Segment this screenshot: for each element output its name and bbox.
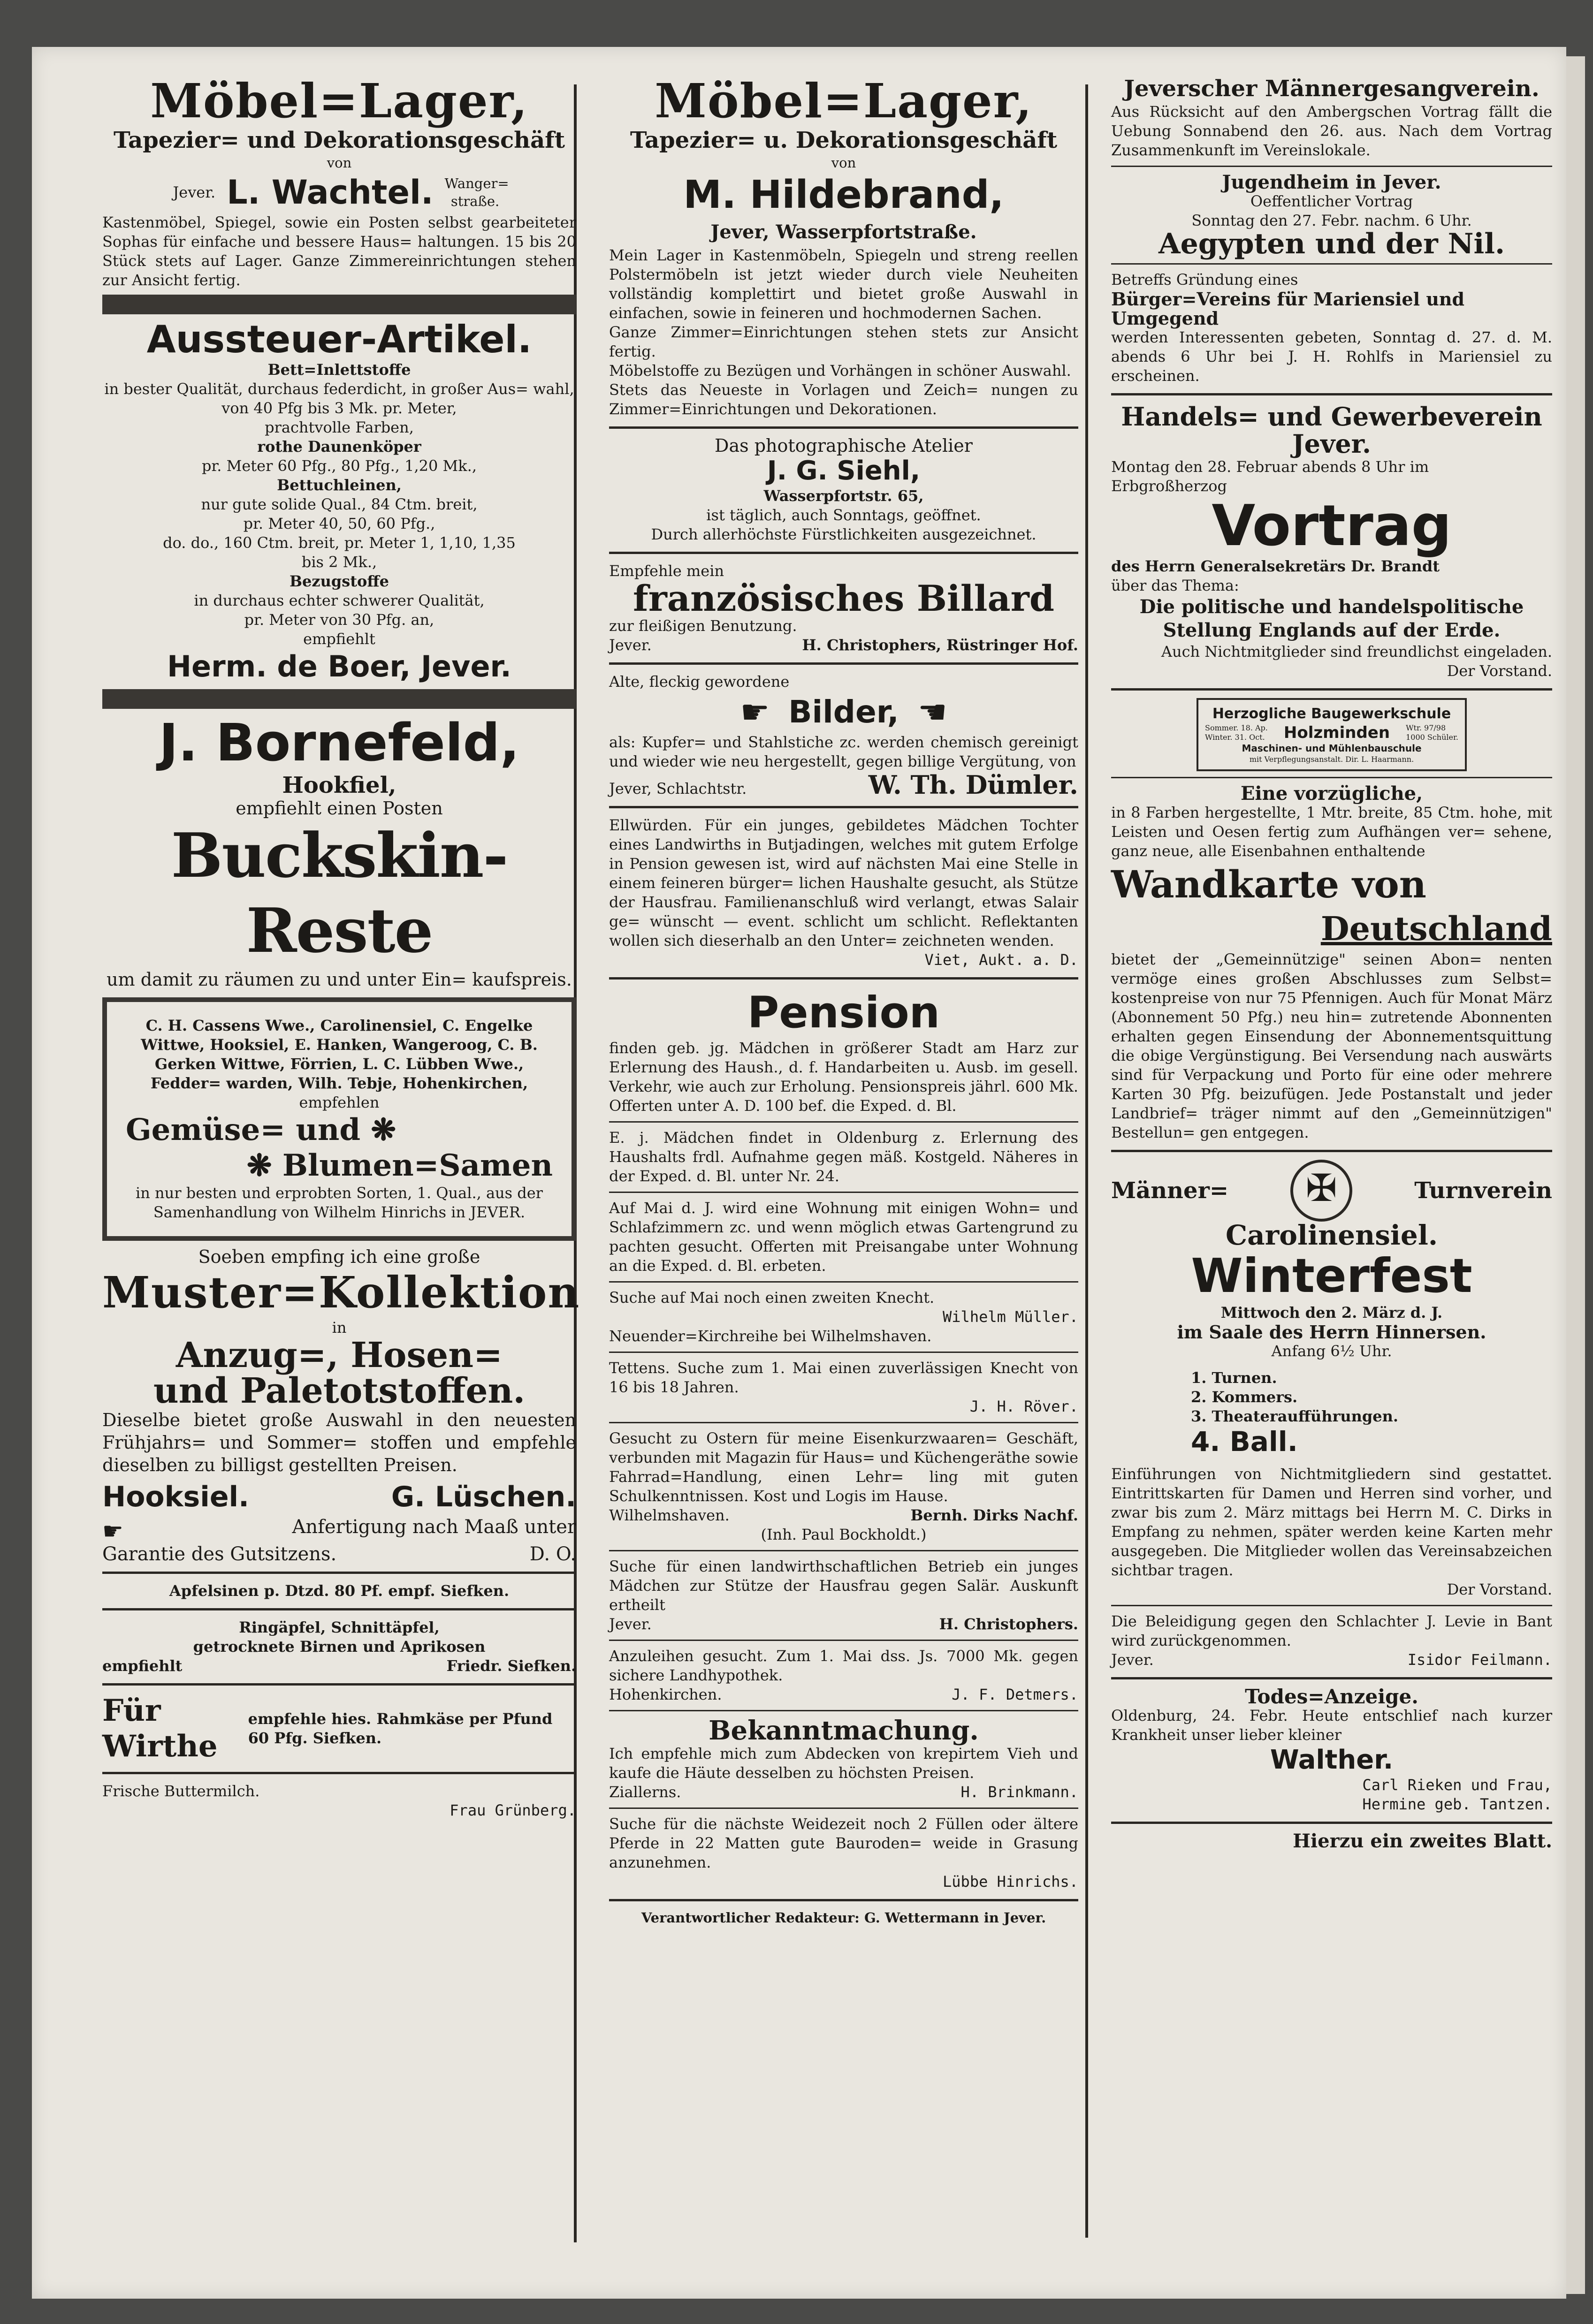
ad-name: J. G. Siehl, (767, 456, 921, 486)
ad-line: in bester Qualität, durchaus federdicht, in großer Aus= wahl, von 40 Pfg bis 3 Mk. pr. Meter, (104, 380, 574, 417)
ad-wirthe (102, 1693, 576, 1764)
ad-jugendheim (1111, 173, 1552, 258)
ad-name-row (102, 172, 576, 213)
ad-maennergesangverein (1111, 75, 1552, 160)
divider (609, 426, 1078, 429)
ad-text: in nur besten und erprobten Sorten, 1. Qual., aus der Samenhandlung von Wilhelm Hinrichs in JEVER. (136, 1184, 543, 1221)
ad-name: Walther. (1270, 1745, 1394, 1775)
ad-signature: Der Vorstand. (1447, 1580, 1552, 1598)
ad-signature: Wilhelm Müller. (943, 1308, 1078, 1326)
ad-line: Das photographische Atelier (715, 435, 973, 456)
ad-headline: Buckskin-Reste (171, 820, 508, 966)
ad-sign-row (1111, 1650, 1552, 1670)
ad-line: Maschinen- und Mühlenbauschule (1242, 743, 1422, 754)
ad-line: Suche auf Mai noch einen zweiten Knecht. (609, 1289, 935, 1306)
ad-line: Ringäpfel, Schnittäpfel, (239, 1618, 440, 1636)
ad-name: G. Lüschen. (391, 1481, 576, 1513)
ad-line: empfiehlt einen Posten (236, 798, 443, 819)
ad-text: Suche für einen landwirthschaftlichen Betrieb ein junges Mädchen zur Stütze der Hausfrau gegen Salär. Auskunft ertheilt (609, 1557, 1078, 1614)
ad-text: Tettens. Suche zum 1. Mai einen zuverlässigen Knecht von 16 bis 18 Jahren. (609, 1359, 1078, 1396)
ad-bekanntmachung (609, 1717, 1078, 1802)
ad-siehl (609, 436, 1078, 544)
ad-wohnung: Auf Mai d. J. wird eine Wohnung mit einigen Wohn= und Schlafzimmern zc. und wenn möglich etwas Gartengrund zu pachten gesucht. Offerten mit Preisangabe unter Wohnung an die Exped. d. Bl. erbeten. (609, 1199, 1078, 1275)
ad-headline: Stellung Englands auf der Erde. (1163, 619, 1501, 641)
ad-sign-row (609, 1685, 1078, 1704)
ad-line: empfiehlt (303, 630, 375, 648)
ad-text: Aus Rücksicht auf den Ambergschen Vortrag fällt die Uebung Sonnabend den 26. aus. Nach dem Vortrag Zusammenkunft im Vereinslokale. (1111, 103, 1552, 159)
divider (609, 1550, 1078, 1551)
divider (1111, 688, 1552, 691)
program-item: 1. Turnen. (1191, 1369, 1277, 1387)
ad-signature: J. F. Detmers. (952, 1686, 1078, 1703)
turnverein-emblem-icon (1290, 1160, 1352, 1222)
divider (609, 1352, 1078, 1353)
ad-detmers (609, 1647, 1078, 1704)
ad-line: bis 2 Mk., (301, 553, 377, 571)
ad-signature: H. Christophers. (939, 1615, 1078, 1633)
divider (1111, 1605, 1552, 1606)
ad-text: Ich empfehle mich zum Abdecken von krepirtem Vieh und kaufe die Häute desselben zu höchsten Preisen. (609, 1745, 1078, 1782)
ad-line: Mittwoch den 2. März d. J. (1220, 1304, 1443, 1321)
ad-line: Wtr. 97/98 (1406, 723, 1446, 732)
ad-signature: Herm. de Boer, Jever. (167, 649, 511, 684)
ad-title: Eine vorzügliche, (1240, 782, 1423, 805)
ad-headline: Die politische und handelspolitische (1139, 596, 1524, 618)
page-edge (1566, 56, 1585, 2294)
ad-text: Ganze Zimmer=Einrichtungen stehen stets zur Ansicht fertig. (609, 323, 1078, 360)
ad-text: als: Kupfer= und Stahlstiche zc. werden chemisch gereinigt und wieder wie neu hergestellt, gegen billige Vergütung, von (609, 733, 1078, 770)
ad-signature: Isidor Feilmann. (1407, 1651, 1552, 1669)
ad-title: Herzogliche Baugewerkschule (1212, 706, 1451, 722)
program-item: 3. Theateraufführungen. (1191, 1407, 1399, 1425)
ad-line: pr. Meter 60 Pfg., 80 Pfg., 1,20 Mk., (201, 457, 477, 475)
ad-headline: Anzug=, Hosen= (175, 1335, 503, 1375)
column-3 (1111, 75, 1552, 1851)
ad-text: Die Beleidigung gegen den Schlachter J. Levie in Bant wird zurückgenommen. (1111, 1612, 1552, 1649)
ad-headline: Bilder, (788, 694, 899, 730)
ad-line: in (332, 1319, 347, 1337)
pointing-hand-icon: ☛ (102, 1518, 123, 1545)
ad-moebel-hildebrand (609, 75, 1078, 419)
ad-headline: und Paletotstoffen. (153, 1371, 526, 1411)
ad-signature: H. Christophers, Rüstringer Hof. (802, 636, 1078, 654)
ad-title: Bekanntmachung. (709, 1715, 979, 1746)
program-list (1111, 1368, 1552, 1457)
ad-place: Hookfiel, (282, 772, 396, 798)
ad-text: Stets das Neueste in Vorlagen und Zeich= nungen zu Zimmer=Einrichtungen und Dekorationen. (609, 381, 1078, 418)
column-1 (102, 73, 580, 1820)
ad-place: Carolinensiel. (1225, 1219, 1438, 1251)
divider (609, 977, 1078, 980)
divider (102, 1608, 576, 1610)
ad-sign-row (609, 636, 1078, 655)
ad-headline: französisches Billard (633, 577, 1054, 619)
ad-text: Kastenmöbel, Spiegel, sowie ein Posten selbst gearbeiteter Sophas für einfache und bessere Haus= haltungen. 15 bis 20 Stück stets auf Lager. Ganze Zimmereinrichtungen stehen zur Ansicht fertig. (102, 213, 576, 289)
ad-line: Oeffentlicher Vortrag (1250, 192, 1413, 210)
ad-signature: Der Vorstand. (1447, 662, 1552, 680)
ad-signature: Lübbe Hinrichs. (943, 1873, 1078, 1891)
ad-oldenburg: E. j. Mädchen findet in Oldenburg z. Erlernung des Haushalts frdl. Aufnahme gegen mäß. Kostgeld. Näheres in der Exped. d. Bl. unter Nr. 24. (609, 1129, 1078, 1185)
ad-line: rothe Daunenköper (257, 438, 421, 456)
ad-line: do. do., 160 Ctm. breit, pr. Meter 1, 1,10, 1,35 (163, 534, 516, 552)
ad-title: Todes=Anzeige. (1245, 1685, 1418, 1708)
ad-line: Alte, fleckig gewordene (609, 673, 790, 691)
ad-signature: Frau Grünberg. (450, 1801, 576, 1819)
ad-sign-row (609, 771, 1078, 798)
program-item: 2. Kommers. (1191, 1388, 1298, 1406)
column-rule (1085, 84, 1088, 2238)
ad-text: C. H. Cassens Wwe., Carolinensiel, C. Engelke Wittwe, Hooksiel, E. Hanken, Wangeroog, C. B. Gerken Wittwe, Förrien, L. C. Lübben Wwe., Fedder= warden, Wilh. Tebje, Hohenkirchen, (141, 1017, 538, 1092)
divider (1111, 393, 1552, 395)
ad-signature: Friedr. Siefken. (446, 1657, 576, 1675)
ad-title: Jugendheim in Jever. (1222, 171, 1441, 193)
ad-name: J. Bornefeld, (159, 713, 520, 773)
ad-headline: Für Wirthe (102, 1693, 218, 1764)
ad-headline: Winterfest (1191, 1248, 1472, 1303)
ad-text: Ellwürden. Für ein junges, gebildetes Mädchen Tochter eines Landwirths in Butjadingen, welches mit gutem Erfolge in Pension gewesen ist, wird auf nächsten Mai eine Stelle in einem feineren bürger= lichen Haushalte gesucht, als Stütze der Hausfrau. Familienanschluß wird verlangt, etwas Salair ge= wünscht — event. schlicht um schlicht. Reflektanten wollen sich dieserhalb an den Unter= zeichneten wenden. (609, 816, 1078, 949)
ad-sign-row (609, 1783, 1078, 1802)
divider (609, 552, 1078, 554)
ad-baugewerkschule (1197, 698, 1467, 771)
ad-name: L. Wachtel. (227, 173, 434, 212)
ad-headline: Aegypten und der Nil. (1159, 228, 1505, 260)
ad-subtitle: Tapezier= u. Dekorationsgeschäft (630, 127, 1058, 153)
ad-title: Handels= und Gewerbeverein (1121, 402, 1542, 432)
divider-bar (102, 689, 576, 709)
ad-line: Anfang 6½ Uhr. (1271, 1342, 1392, 1360)
ad-line: pr. Meter 40, 50, 60 Pfg., (243, 515, 435, 532)
ad-turnverein (1111, 1160, 1552, 1599)
ad-line: Bett=Inlettstoffe (267, 361, 411, 379)
ad-buttermilch: Frische Buttermilch. (102, 1782, 260, 1800)
ad-todesanzeige (1111, 1687, 1552, 1814)
ad-stats (1406, 723, 1458, 742)
ad-aussteuer (102, 319, 576, 684)
divider (609, 1121, 1078, 1123)
ad-moebel-wachtel (102, 75, 576, 290)
ad-line-row (102, 1518, 576, 1545)
ad-line: von (831, 155, 856, 171)
ad-place: Jever. (609, 636, 652, 654)
ad-tettens (609, 1359, 1078, 1416)
ad-signature: Hermine geb. Tantzen. (1362, 1795, 1552, 1813)
ad-lueschen (102, 1246, 580, 1565)
divider (609, 1710, 1078, 1711)
ad-signature: Bernh. Dirks Nachf. (910, 1506, 1078, 1524)
ad-text: bietet der „Gemeinnützige" seinen Abon= nenten vermöge eines großen Abschlusses zum Selbst= kostenpreise von nur 75 Pfennigen. Auch für Monat März (Abonnement 50 Pfg.) neu hin= zutretende Abonnenten erhalten gegen Einsendung der Abonnementsquittung die obige Vergünstigung. Bei Versendung nach auswärts sind für Verpackung und Porto für eine oder mehrere Karten 30 Pfg. beizufügen. Jede Postanstalt und jeder Landbrief= träger nimmt auf den „Gemeinnützigen" Bestellun= gen entgegen. (1111, 950, 1552, 1141)
divider (609, 1808, 1078, 1809)
ad-text: Mein Lager in Kastenmöbeln, Spiegeln und streng reellen Polstermöbeln ist jetzt wieder durch viele Neuheiten vollständig komplettirt und bietet große Auswahl in einfachen, sowie in feineren und hochmodernen Sachen. (609, 246, 1078, 322)
ad-buergerverein (1111, 270, 1552, 386)
ad-billard (609, 562, 1078, 655)
ad-row (1205, 723, 1458, 742)
ad-dates (1205, 723, 1268, 742)
ad-line: Winter. 31. Oct. (1205, 733, 1265, 742)
ad-place: Jever, Schlachtstr. (609, 780, 747, 797)
divider (609, 1192, 1078, 1193)
ad-wandkarte (1111, 784, 1552, 1142)
ad-headline: Wandkarte von (1111, 862, 1426, 906)
ad-title: Männer= (1111, 1177, 1229, 1204)
ad-bornefeld (102, 714, 576, 991)
ad-samen-box (102, 997, 576, 1241)
divider (609, 806, 1078, 808)
ad-feilmann (1111, 1612, 1552, 1670)
ad-line: Durch allerhöchste Fürstlichkeiten ausgezeichnet. (651, 525, 1037, 543)
ad-text: Möbelstoffe zu Bezügen und Vorhängen in schöner Auswahl. (609, 362, 1071, 380)
ad-text: Oldenburg, 24. Febr. Heute entschlief nach kurzer Krankheit unser lieber kleiner (1111, 1707, 1552, 1744)
pointing-hand-icon: ☛ (740, 693, 770, 731)
ad-line: Sonntag den 27. Febr. nachm. 6 Uhr. (1191, 212, 1472, 229)
ad-line: Bezugstoffe (290, 572, 389, 590)
ad-bilder (609, 672, 1078, 798)
ad-line: Sommer. 18. Ap. (1205, 723, 1268, 732)
ad-headline: Bürger=Vereins für Mariensiel und Umgegend (1111, 289, 1465, 329)
ad-text: werden Interessenten gebeten, Sonntag d. 27. d. M. abends 6 Uhr bei J. H. Rohlfs in Mariensiel zu erscheinen. (1111, 328, 1552, 385)
pointing-hand-icon: ☛ (917, 693, 947, 731)
divider (1111, 1677, 1552, 1679)
divider (102, 1572, 576, 1574)
ad-name: Holzminden (1283, 723, 1390, 742)
divider (609, 662, 1078, 665)
ad-title: Möbel=Lager, (655, 73, 1033, 129)
program-item: 4. Ball. (1191, 1426, 1298, 1458)
ad-apfelsinen: Apfelsinen p. Dtzd. 80 Pf. empf. Siefken. (169, 1582, 510, 1600)
ad-line: Empfehle mein (609, 562, 724, 580)
divider (1111, 1150, 1552, 1152)
ad-signature: H. Brinkmann. (960, 1783, 1078, 1801)
ad-line: des Herrn Generalsekretärs Dr. Brandt (1111, 557, 1440, 575)
ad-handelsverein (1111, 403, 1552, 681)
ad-street: Wanger= straße. (444, 175, 509, 209)
ad-headline: ❋ Blumen=Samen (246, 1148, 553, 1183)
ad-place: Ziallerns. (609, 1783, 681, 1801)
ad-address: Wasserpfortstr. 65, (763, 487, 924, 505)
ad-line: Soeben empfing ich eine große (198, 1246, 480, 1267)
ad-line: in durchaus echter schwerer Qualität, (194, 592, 485, 609)
ad-line: 1000 Schüler. (1406, 733, 1458, 742)
ad-line: nur gute solide Qual., 84 Ctm. breit, (201, 495, 478, 513)
page-footer-editor: Verantwortlicher Redakteur: G. Wettermann in Jever. (641, 1910, 1046, 1926)
page-footer-note: Hierzu ein zweites Blatt. (1293, 1830, 1552, 1852)
ad-text: in 8 Farben hergestellte, 1 Mtr. breite, 85 Ctm. hohe, mit Leisten und Oesen fertig zum Aufhängen ver= sehene, ganz neue, alle Eisenbahnen enthaltende (1111, 804, 1552, 860)
ad-text: finden geb. jg. Mädchen in größerer Stadt am Harz zur Erlernung des Haush., d. f. Handarbeiten u. Ausb. im gesell. Verkehr, wie auch zur Erholung. Pensionspreis jährl. 600 Mk. Offerten unter A. D. 100 bef. die Exped. d. Bl. (609, 1039, 1078, 1115)
ad-line: Montag den 28. Februar abends 8 Uhr im (1111, 458, 1429, 476)
ad-line: prachtvolle Farben, (265, 418, 414, 436)
ad-signature: (Inh. Paul Bockholdt.) (761, 1526, 927, 1543)
column-2 (609, 75, 1078, 1927)
ad-line: über das Thema: (1111, 577, 1239, 594)
ad-signature: J. H. Röver. (969, 1397, 1078, 1415)
ad-line: ist täglich, auch Sonntags, geöffnet. (706, 506, 981, 524)
ad-title: Möbel=Lager, (150, 73, 528, 129)
ad-line: Anfertigung nach Maaß unter (292, 1516, 576, 1538)
divider (609, 1899, 1078, 1901)
divider-bar (102, 295, 576, 314)
ad-line: um damit zu räumen zu und unter Ein= kaufspreis. (107, 969, 572, 990)
ad-headline: Deutschland (1320, 909, 1552, 948)
ad-subtitle: Tapezier= und Dekorationsgeschäft (114, 127, 565, 153)
divider (609, 1422, 1078, 1423)
ad-sign-row (609, 1506, 1078, 1525)
ad-line-row (102, 1545, 576, 1564)
ad-text: Einführungen von Nichtmitgliedern sind gestattet. Eintrittskarten für Damen und Herren sind vorher, und zwar bis zum 2. März mittags bei Herrn M. C. Dirks in Empfang zu nehmen, später werden keine Karten mehr ausgegeben. Die Mitglieder wollen das Vereinsabzeichen sichtbar tragen. (1111, 1465, 1552, 1579)
ad-line: pr. Meter von 30 Pfg. an, (244, 611, 434, 629)
ad-pension (609, 987, 1078, 1116)
divider (1111, 1822, 1552, 1824)
ad-title: Jeverscher Männergesangverein. (1124, 76, 1540, 102)
ad-text: Gesucht zu Ostern für meine Eisenkurzwaaren= Geschäft, verbunden mit Magazin für Haus= und Küchengeräthe sowie Fahrrad=Handlung, einen Lehr= ling mit guten Schulkenntnissen. Kost und Logis im Hause. (609, 1429, 1078, 1505)
ad-initials: D. O. (529, 1543, 576, 1565)
ad-line: empfehlen (299, 1094, 380, 1111)
ad-place: Jever, Wasserpfortstraße. (710, 221, 977, 243)
ad-line: Betreffs Gründung eines (1111, 271, 1298, 289)
divider (609, 1281, 1078, 1283)
ad-title: Turnverein (1414, 1177, 1552, 1204)
ad-place: Jever. (1111, 1651, 1154, 1669)
ad-line: empfiehlt (102, 1657, 183, 1675)
ad-headline: Pension (747, 987, 940, 1038)
ad-sign-row (609, 1615, 1078, 1634)
newspaper-page (32, 47, 1566, 2299)
ad-line: Erbgroßherzog (1111, 477, 1227, 495)
ad-text: Suche für die nächste Weidezeit noch 2 Füllen oder ältere Pferde in 22 Matten gute Bauroden= weide in Grasung anzunehmen. (609, 1815, 1078, 1871)
ad-signature: Viet, Aukt. a. D. (924, 951, 1078, 969)
divider (102, 1772, 576, 1774)
ad-title: Aussteuer-Artikel. (146, 318, 532, 361)
ad-place: Hooksiel. (102, 1481, 249, 1513)
ad-title-row (1111, 1160, 1552, 1222)
ad-place: Jever. (1292, 429, 1371, 459)
ad-line: getrocknete Birnen und Aprikosen (193, 1638, 486, 1656)
ad-text: empfehle hies. Rahmkäse per Pfund 60 Pfg. Siefken. (248, 1710, 553, 1747)
ad-sign-row (102, 1476, 576, 1518)
ad-place: Jever. (173, 183, 216, 201)
ad-text: Anzuleihen gesucht. Zum 1. Mai dss. Js. 7000 Mk. gegen sichere Landhypothek. (609, 1647, 1078, 1684)
ad-headline: Gemüse= und ❋ (126, 1112, 396, 1147)
ad-headline: Muster=Kollektion (102, 1267, 580, 1318)
divider (102, 1683, 576, 1686)
ad-line: Bettuchleinen, (277, 476, 402, 494)
ad-headline-row (609, 691, 1078, 733)
divider (1111, 166, 1552, 167)
ad-text: von (327, 155, 352, 171)
ad-knecht-mueller (609, 1288, 1078, 1346)
ad-hinrichs (609, 1815, 1078, 1891)
ad-ellwuerden (609, 816, 1078, 970)
ad-signature: W. Th. Dümler. (868, 770, 1078, 800)
ad-headline: Vortrag (1212, 494, 1452, 559)
ad-line: mit Verpflegungsanstalt. Dir. L. Haarmann. (1249, 755, 1414, 764)
ad-line: Garantie des Gutsitzens. (102, 1543, 337, 1565)
ad-sign-row (102, 1656, 576, 1676)
divider (1111, 263, 1552, 265)
ad-place: Jever. (609, 1615, 652, 1633)
ad-ringaepfel (102, 1618, 576, 1676)
ad-christophers (609, 1557, 1078, 1634)
divider (1111, 777, 1552, 778)
ad-line: Auch Nichtmitglieder sind freundlichst eingeladen. (1161, 643, 1552, 661)
ad-line: Neuender=Kirchreihe bei Wilhelmshaven. (609, 1327, 932, 1345)
ad-line: zur fleißigen Benutzung. (609, 617, 797, 635)
ad-text: Dieselbe bietet große Auswahl in den neuesten Frühjahrs= und Sommer= stoffen und empfehle dieselben zu billigst gestellten Preisen. (102, 1410, 576, 1475)
ad-place: Wilhelmshaven. (609, 1506, 730, 1524)
ad-dirks (609, 1429, 1078, 1544)
divider (609, 1640, 1078, 1641)
ad-place: Hohenkirchen. (609, 1686, 722, 1703)
ad-signature: Carl Rieken und Frau, (1362, 1776, 1552, 1794)
ad-line: im Saale des Herrn Hinnersen. (1177, 1321, 1486, 1343)
ad-name: M. Hildebrand, (683, 173, 1004, 217)
